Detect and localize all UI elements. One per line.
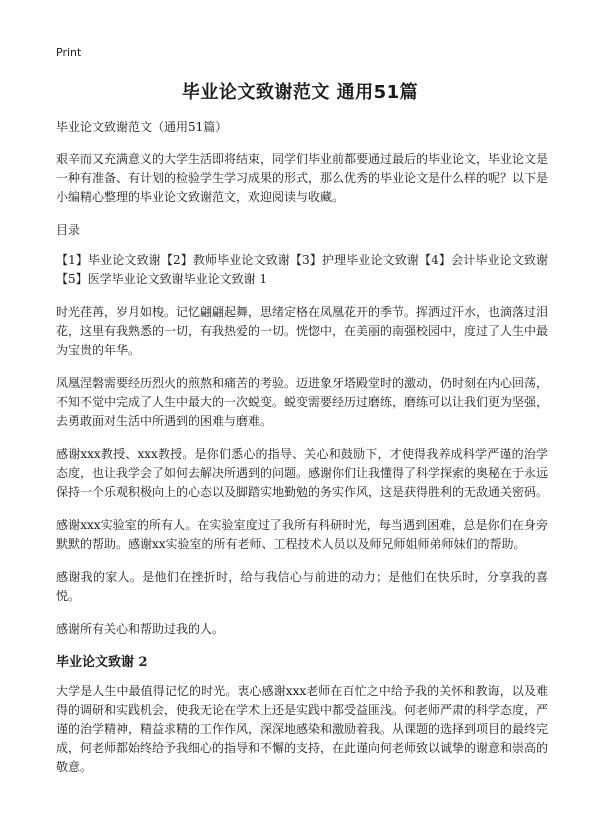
page-title: 毕业论文致谢范文 通用51篇: [181, 82, 419, 103]
intro-paragraph: 艰辛而又充满意义的大学生活即将结束，同学们毕业前都要通过最后的毕业论文，毕业论文是一种有准备、有计划的检验学生学习成果的形式，那么优秀的毕业论文是什么样的呢？以下是小编精心整理的毕业论文致谢范文，欢迎阅读与收藏。: [56, 152, 549, 204]
body-paragraph: 大学是人生中最值得记忆的时光。衷心感谢xxx老师在百忙之中给予我的关怀和教诲，以及难得的调研和实践机会，使我无论在学术上还是实践中都受益匪浅。何老师严肃的科学态度，严谨的治学精神，精益求精的工作作风，深深地感染和激励着我。从课题的选择到项目的最终完成，何老师都始终给予我细心的指导和不懈的支持，在此谨向何老师致以诚挚的谢意和崇高的敬意。: [56, 684, 549, 774]
table-of-contents: 【1】毕业论文致谢【2】教师毕业论文致谢【3】护理毕业论文致谢【4】会计毕业论文致谢【5】医学毕业论文致谢毕业论文致谢 1: [56, 253, 548, 286]
section-heading: 毕业论文致谢 2: [56, 655, 148, 670]
document-subtitle: 毕业论文致谢范文（通用51篇）: [56, 120, 228, 134]
body-paragraph: 感谢xxx教授、xxx教授。是你们悉心的指导、关心和鼓励下，才使得我养成科学严谨的治学态度，也让我学会了如何去解决所遇到的问题。感谢你们让我懂得了科学探索的奥秘在于永远保持一个乐观积极向上的心态以及脚踏实地勤勉的务实作风，这是获得胜利的无敌通关密码。: [56, 447, 549, 499]
body-paragraph: 凤凰涅磐需要经历烈火的煎熬和痛苦的考验。迈进象牙塔殿堂时的激动，仍时刻在内心回荡，不知不觉中完成了人生中最大的一次蜕变。蜕变需要经历过磨练，磨练可以让我们更为坚强，去勇敢面对生活中所遇到的困难与磨难。: [56, 376, 549, 428]
toc-label: 目录: [56, 223, 81, 237]
body-paragraph: 感谢我的家人。是他们在挫折时，给与我信心与前进的动力；是他们在快乐时，分享我的喜悦。: [56, 570, 548, 603]
body-paragraph: 感谢所有关心和帮助过我的人。: [56, 622, 225, 636]
body-paragraph: 感谢xxx实验室的所有人。在实验室度过了我所有科研时光，每当遇到困难，总是你们在身旁默默的帮助。感谢xx实验室的所有老师、工程技术人员以及师兄师姐师弟师妹们的帮助。: [56, 518, 548, 551]
print-link[interactable]: Print: [56, 46, 82, 59]
body-paragraph: 时光荏苒，岁月如梭。记忆翩翩起舞，思绪定格在凤凰花开的季节。挥洒过汗水，也滴落过泪花，这里有我熟悉的一切，有我热爱的一切。恍惚中，在美丽的南强校园中，度过了人生中最为宝贵的年华。: [56, 305, 549, 357]
document-body: [56, 118, 548, 791]
